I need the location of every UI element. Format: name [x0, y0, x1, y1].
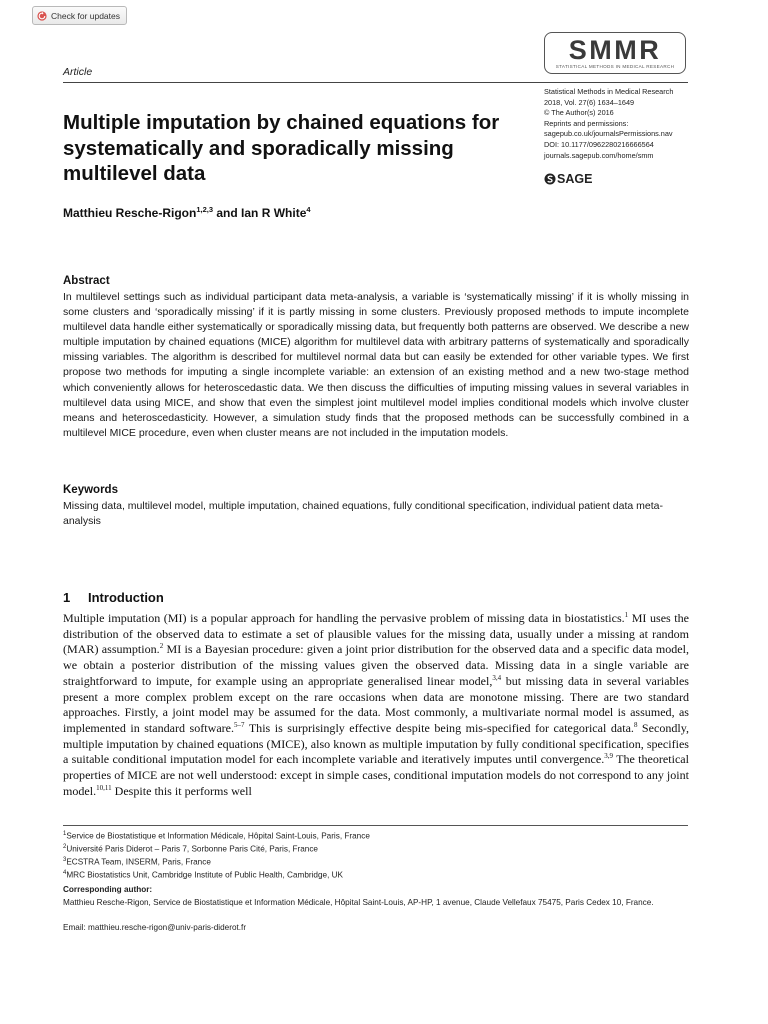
abstract-text: In multilevel settings such as individual participant data meta-analysis, a variable is ‘systematically missing’ if it is wholly missing in some clusters and ‘sporadically missing’ if it is partly missing in some clusters. Previously proposed methods to impute incomplete multilevel data handle either systematically or sporadically missing data, but frequently both patterns are observed. We describe a new multiple imputation by chained equations (MICE) algorithm for multilevel data with arbitrary patterns of systematically and sporadically missing variables. The algorithm is described for multilevel normal data but can easily be extended for other variable types. We first propose two methods for imputing a single incomplete variable: an extension of an existing method and a new two-stage method which conveniently allows for heteroscedastic data. We then discuss the difficulties of imputing missing values in several variables in multilevel data using MICE, and show that even the simplest joint multilevel model implies conditional models which involve cluster means and heteroscedasticity. However, a simulation study finds that the proposed methods can be successfully combined in a multilevel MICE procedure, even when cluster means are not included in the imputation models. — [63, 291, 689, 439]
affiliation-footnotes — [63, 829, 689, 882]
meta-reprints: Reprints and permissions: — [544, 118, 629, 128]
citation-superscript: 5–7 — [234, 720, 245, 729]
paragraph-text: The theoretical properties of MICE are not well understood: except in simple cases, conditional imputation models do not correspond to any joint model. — [63, 752, 689, 798]
affiliation-text: Université Paris Diderot – Paris 7, Sorbonne Paris Cité, Paris, France — [66, 844, 318, 854]
paper-title: Multiple imputation by chained equations for systematically and sporadically missing multilevel data — [63, 111, 500, 185]
footnote-divider — [63, 825, 688, 826]
abstract-heading: Abstract — [63, 275, 110, 287]
meta-doi-link[interactable]: DOI: 10.1177/0962280216666564 — [544, 139, 654, 149]
paragraph-text: MI is a Bayesian procedure: given a joint prior distribution for the observed data and a specific data model, we obtain a posterior distribution of the missing values given the observed data. Missing data in a single variable are straightforward to impute, for example using an appropriate generalised linear model, — [63, 642, 689, 688]
paragraph-text: Secondly, multiple imputation by chained equations (MICE), also known as multiple imputation by fully conditional specification, specifies a suitable conditional imputation model for each incomplete variable and iteratively imputes until convergence. — [63, 720, 689, 767]
journal-logo-subtitle: STATISTICAL METHODS IN MEDICAL RESEARCH — [555, 64, 675, 69]
journal-metadata — [544, 87, 694, 161]
keywords-heading: Keywords — [63, 484, 118, 496]
affiliation-text: MRC Biostatistics Unit, Cambridge Institute of Public Health, Cambridge, UK — [66, 871, 344, 881]
affiliation-text: ECSTRA Team, INSERM, Paris, France — [66, 858, 211, 868]
header-divider — [63, 82, 688, 83]
journal-logo-text: SMMR — [568, 35, 662, 65]
introduction-paragraph — [63, 611, 689, 799]
paragraph-text: but missing data in several variables present a more complex problem except on the rare occasions when data are monotone missing. There are two standard approaches. Firstly, a joint model may be assumed for the data. Most commonly, a multivariate normal model is assumed, as implemented in standard software. — [63, 673, 689, 735]
author-name: Matthieu Resche-Rigon — [63, 206, 197, 220]
section-title: Introduction — [88, 590, 164, 605]
corresponding-author-text: Matthieu Resche-Rigon, Service de Biostatistique et Information Médicale, Hôpital Saint-Louis, AP-HP, 1 avenue, Claude Vellefaux 75475, Paris Cedex 10, France. — [63, 898, 654, 907]
publisher-name: SAGE — [557, 172, 593, 186]
update-badge-icon — [37, 11, 47, 21]
affiliation-footnote — [63, 855, 689, 868]
affiliation-footnote — [63, 842, 689, 855]
author-conjunction: and — [213, 206, 242, 220]
keywords-text: Missing data, multilevel model, multiple imputation, chained equations, fully conditional specification, individual patient data meta-analysis — [63, 500, 663, 528]
affiliation-number: 3 — [63, 857, 67, 864]
citation-superscript: 3,9 — [604, 752, 613, 761]
meta-volume: 2018, Vol. 27(6) 1634–1649 — [544, 97, 635, 107]
affiliation-number: 4 — [63, 870, 67, 877]
section-heading — [63, 590, 164, 605]
affiliation-number: 2 — [63, 844, 67, 851]
check-for-updates-button[interactable] — [32, 6, 127, 25]
affiliation-footnote — [63, 868, 689, 881]
author-list — [63, 205, 311, 220]
section-number: 1 — [63, 590, 71, 605]
journal-logo — [544, 32, 686, 74]
check-for-updates-label: Check for updates — [51, 10, 120, 21]
citation-superscript: 1 — [624, 610, 629, 619]
corresponding-author-email[interactable]: Email: matthieu.resche-rigon@univ-paris-diderot.fr — [63, 923, 247, 932]
publisher-logo — [544, 172, 592, 186]
citation-superscript: 2 — [159, 642, 164, 651]
paragraph-text: This is surprisingly effective despite being mis-specified for categorical data. — [244, 720, 634, 735]
paragraph-text: MI uses the distribution of the observed data to estimate a set of plausible values for the missing data, usually under a missing at random (MAR) assumption. — [63, 611, 689, 657]
corresponding-author-heading: Corresponding author: — [63, 885, 153, 894]
affiliation-text: Service de Biostatistique et Information Médicale, Hôpital Saint-Louis, Paris, France — [66, 831, 370, 841]
article-type-label: Article — [63, 66, 93, 78]
paragraph-text: Multiple imputation (MI) is a popular approach for handling the pervasive problem of missing data in biostatistics. — [63, 611, 625, 625]
affiliation-number: 1 — [63, 831, 67, 837]
citation-superscript: 8 — [633, 720, 638, 729]
meta-permissions-link[interactable]: sagepub.co.uk/journalsPermissions.nav — [544, 129, 673, 139]
author-affiliation: 4 — [306, 205, 311, 214]
affiliation-footnote — [63, 829, 689, 842]
sage-s-icon — [544, 173, 556, 185]
meta-copyright: © The Author(s) 2016 — [544, 108, 614, 118]
meta-journal-link[interactable]: journals.sagepub.com/home/smm — [544, 150, 654, 160]
citation-superscript: 3,4 — [492, 673, 502, 682]
meta-journal-name: Statistical Methods in Medical Research — [544, 87, 674, 96]
paragraph-text: Despite this it performs well — [111, 783, 252, 798]
citation-superscript: 10,11 — [96, 783, 112, 792]
author-name: Ian R White — [241, 206, 307, 220]
author-affiliation: 1,2,3 — [196, 205, 214, 214]
